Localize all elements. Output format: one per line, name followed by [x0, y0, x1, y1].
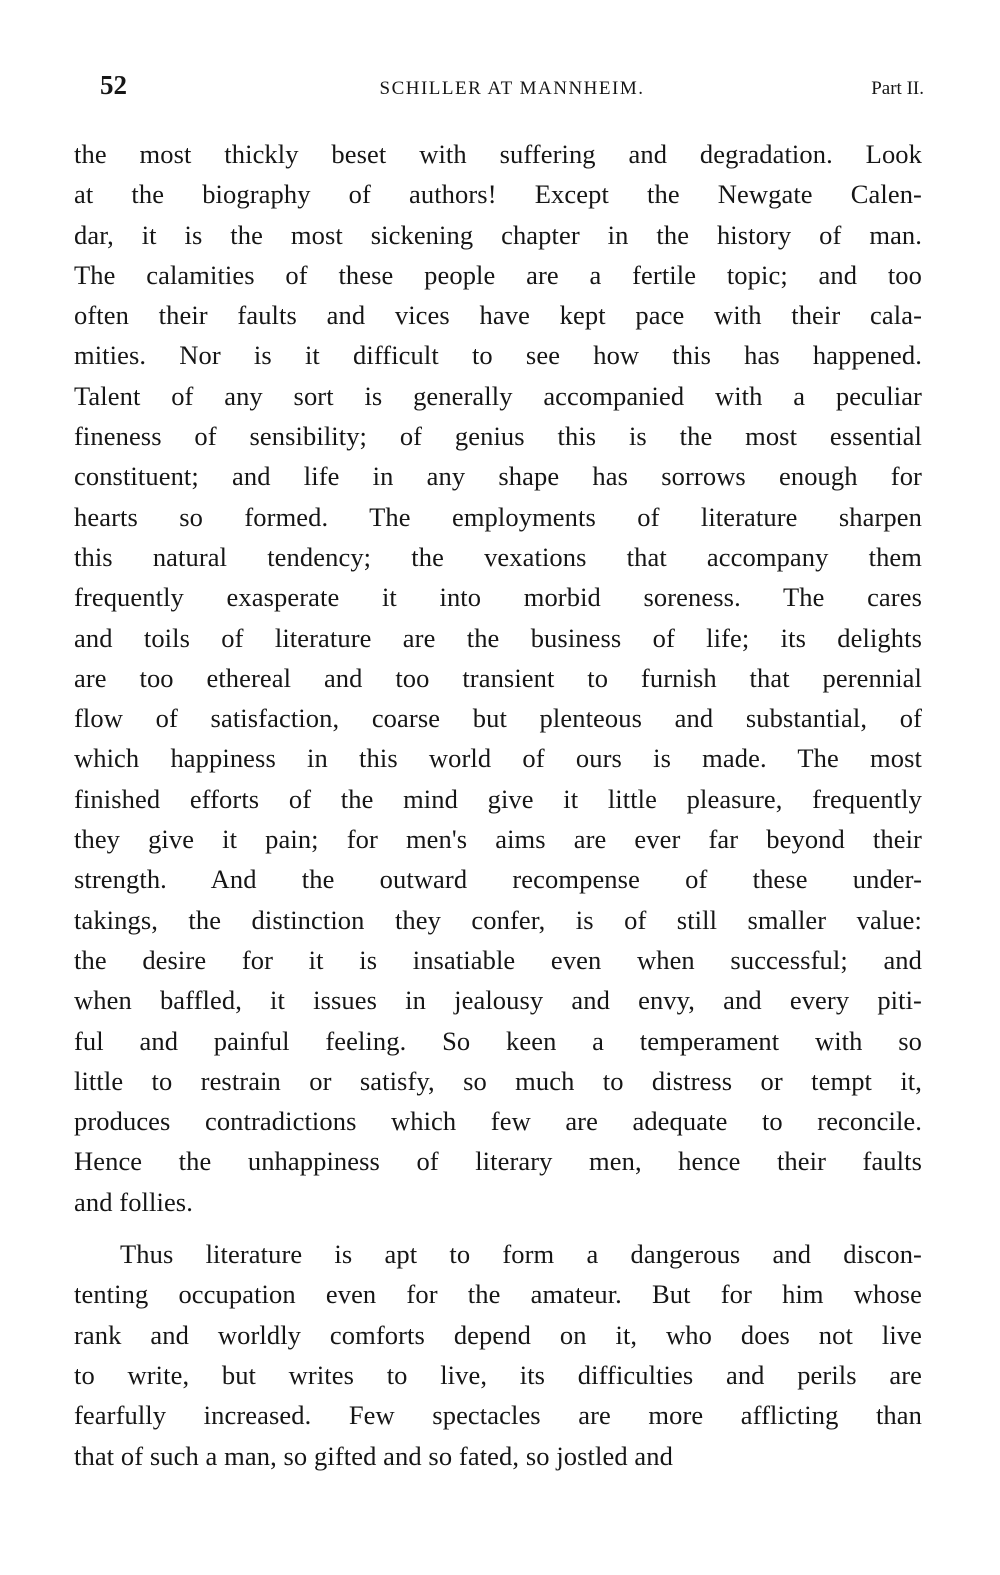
text-line: little to restrain or satisfy, so much to distress or tempt it,: [74, 1065, 922, 1096]
text-line: they give it pain; for men's aims are ever far beyond their: [74, 824, 922, 855]
running-head: [100, 68, 924, 108]
text-line: fineness of sensibility; of genius this is the most essential: [74, 421, 922, 452]
text-line: The calamities of these people are a fertile topic; and too: [74, 259, 922, 290]
paragraph: [74, 134, 922, 1222]
paragraph-container: [74, 134, 922, 1476]
text-line: mities. Nor is it difficult to see how this has happened.: [74, 340, 922, 371]
text-line: frequently exasperate it into morbid soreness. The cares: [74, 582, 922, 613]
text-line: tenting occupation even for the amateur. But for him whose: [74, 1279, 922, 1310]
text-line: often their faults and vices have kept pace with their cala-: [74, 300, 922, 331]
text-line: fearfully increased. Few spectacles are more afflicting than: [74, 1400, 922, 1431]
text-line: the most thickly beset with suffering and degradation. Look: [74, 139, 922, 169]
text-line: takings, the distinction they confer, is of still smaller value:: [74, 904, 922, 935]
text-line: this natural tendency; the vexations that accompany them: [74, 541, 922, 572]
text-line: when baffled, it issues in jealousy and envy, and every piti-: [74, 985, 922, 1016]
text-line: Talent of any sort is generally accompanied with a peculiar: [74, 380, 922, 411]
text-line: and follies.: [74, 1186, 193, 1217]
text-line: hearts so formed. The employments of literature sharpen: [74, 501, 922, 532]
text-line: ful and painful feeling. So keen a temperament with so: [74, 1025, 922, 1056]
text-line: Thus literature is apt to form a dangerous and discon-: [120, 1239, 922, 1270]
text-line: dar, it is the most sickening chapter in the history of man.: [74, 219, 922, 250]
text-line: produces contradictions which few are adequate to reconcile.: [74, 1106, 922, 1137]
text-line: Hence the unhappiness of literary men, hence their faults: [74, 1146, 922, 1177]
text-line: constituent; and life in any shape has sorrows enough for: [74, 461, 922, 492]
text-line: to write, but writes to live, its difficulties and perils are: [74, 1359, 922, 1390]
part-label: Part II.: [871, 78, 924, 99]
text-line: and toils of literature are the business of life; its delights: [74, 622, 922, 653]
text-line: strength. And the outward recompense of these under-: [74, 864, 922, 895]
text-line: rank and worldly comforts depend on it, who does not live: [74, 1319, 922, 1350]
text-line: which happiness in this world of ours is made. The most: [74, 743, 922, 774]
body-text: [74, 134, 922, 1476]
page-number: 52: [100, 70, 127, 100]
text-line: that of such a man, so gifted and so fated, so jostled and: [74, 1440, 673, 1471]
text-line: flow of satisfaction, coarse but plenteous and substantial, of: [74, 703, 922, 734]
running-title: SCHILLER AT MANNHEIM.: [379, 78, 645, 99]
text-line: at the biography of authors! Except the Newgate Calen-: [74, 179, 922, 210]
text-line: the desire for it is insatiable even when successful; and: [74, 944, 922, 975]
paragraph-gap: [74, 1222, 922, 1234]
paragraph: [74, 1234, 922, 1476]
text-line: finished efforts of the mind give it little pleasure, frequently: [74, 783, 922, 814]
text-line: are too ethereal and too transient to furnish that perennial: [74, 662, 922, 693]
